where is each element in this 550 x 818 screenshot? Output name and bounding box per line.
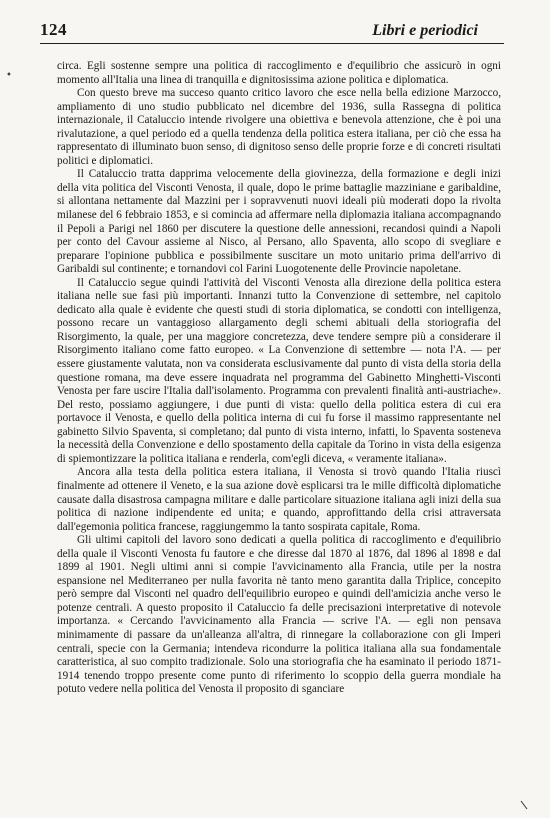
paragraph-3: Il Cataluccio tratta dapprima velocemente della giovinezza, della formazione e degli inizi della vita politica del Visconti Venosta, il quale, dopo le prime battaglie mazziniane e garibaldine, si allontana nettamente dal Mazzini per i sopravvenuti nuovi ideali più moderati dopo la rivolta milanese del 6 febbraio 1853, e si comincia ad affermare nella diplomazia italiana accompagnando il Pepoli a Parigi nel 1860 per discutere la questione delle annessioni, recandosi quindi a Napoli per conto del Cavour assieme al Nisco, al Persano, allo Spaventa, allo scopo di svegliare e preparare l'opinione pubblica e possibilmente suscitare un moto unitario prima dell'arrivo di Garibaldi sul continente; e tornandovi col Farini Luogotenente delle Provincie napoletane. [57, 168, 501, 276]
running-title: Libri e periodici [372, 22, 478, 39]
body-text [57, 60, 501, 697]
page-number: 124 [40, 20, 67, 39]
paragraph-6: Gli ultimi capitoli del lavoro sono dedicati a quella politica di raccoglimento e d'equilibrio della quale il Visconti Venosta fu fautore e che diresse dal 1870 al 1876, dal 1896 al 1898 e dal 1899 al 1901. Negli ultimi anni si compie l'avvicinamento alla Francia, utile per la nostra espansione nel Mediterraneo per nulla favorita nè tanto meno garantita dalla Triplice, concepito però sempre dal Visconti nel quadro dell'equilibrio europeo e quindi dell'amicizia anche verso le potenze centrali. A questo proposito il Cataluccio fa delle precisazioni interpretative di notevole importanza. « Cercando l'avvicinamento alla Francia — scrive l'A. — egli non pensava minimamente di passare da un'alleanza all'altra, di rinnegare la collaborazione con gli Imperi centrali, specie con la Germania; intendeva ricondurre la politica italiana alla sua fondamentale caratteristica, al suo compito tradizionale. Solo una storiografia che ha esaminato il periodo 1871-1914 tenendo troppo presente come punto di riferimento lo scoppio della guerra mondiale ha potuto vedere nella politica del Venosta il proposito di sganciare [57, 534, 501, 696]
paragraph-1: circa. Egli sostenne sempre una politica di raccoglimento e d'equilibrio che assicurò in ogni momento all'Italia una linea di tranquilla e dignitosissima azione politica e diplomatica. [57, 60, 501, 86]
page-header [40, 14, 504, 44]
page-corner-mark [520, 800, 528, 810]
paragraph-2: Con questo breve ma succeso quanto critico lavoro che esce nella bella edizione Marzocco, ampliamento di uno studio pubblicato nel dicembre del 1936, sulla Rassegna di politica internazionale, il Cataluccio intende rivolgere una obiettiva e benevola attenzione, che è poi una rivalutazione, a quel periodo ed a quella tendenza della politica estera italiana, per ciò che essa ha rappresentato di illuminato buon senso, di dignitoso senso delle proprie forze e di concreti risultati politici e diplomatici. [57, 87, 501, 167]
paragraph-5: Ancora alla testa della politica estera italiana, il Venosta si trovò quando l'Italia riuscì finalmente ad ottenere il Veneto, e la sua azione dovè esplicarsi tra le mille difficoltà diplomatiche causate dalla disastrosa campagna militare e dalle particolare situazione italiana agli inizi della sua politica di nazione indipendente ed unita; e quando, approfittando della crisi attraversata dall'egemonia politica francese, raggiungemmo la tanto sospirata capitale, Roma. [57, 466, 501, 533]
margin-mark: • [6, 70, 12, 81]
paragraph-4: Il Cataluccio segue quindi l'attività del Visconti Venosta alla direzione della politica estera italiana nelle sue fasi più importanti. Innanzi tutto la Convenzione di settembre, nel capitolo dedicato alla quale è evidente che questi studi di storia diplomatica, se condotti con intelligenza, possono recare un vantaggioso allargamento degli schemi abituali della storiografia del Risorgimento, la quale, per una maggiore concretezza, deve tendere sempre più a considerare il Risorgimento italiano come fatto europeo. « La Convenzione di settembre — nota l'A. — per essere giustamente valutata, non va considerata esclusivamente dal punto di vista della storia della questione romana, ma deve essere inquadrata nel programma del Gabinetto Minghetti-Visconti Venosta per fare uscire l'Italia dall'isolamento. Programma con prevalenti finalità anti-austriache». Del resto, possiamo aggiungere, i due punti di vista: quello della politica estera di cui era portavoce il Venosta, e quello della politica interna di cui fu forse il massimo rappresentante nel gabinetto Silvio Spaventa, si completano; dal punto di vista interno, infatti, lo Spaventa sosteneva la necessità della Convenzione e dello spostamento della capitale da Torino in vista della esigenza di spiemontizzare la politica italiana e renderla, com'egli diceva, « veramente italiana». [57, 276, 501, 465]
